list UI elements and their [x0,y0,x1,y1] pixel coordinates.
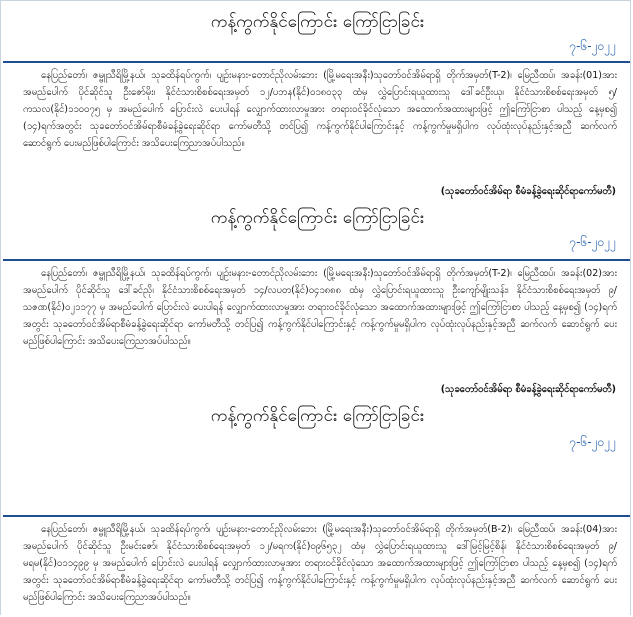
notice-body [23,521,617,606]
notice-signature: (သုခတော်ဝင်အိမ်ရာ စီမံခန့်ခွဲရေးဆိုင်ရာကော်မတီ) [440,384,616,395]
notice-body-text: နေပြည်တော်၊ ဇမ္ဗူသီရိမြို့နယ်၊ သုခထိန်ရပ်ကွက်၊ ပျဉ်းမနား-တောင်ညိုလမ်းဘေး (မြို့မရေးအနီး)သုတော်ဝင်အိမ်ရာရှိ တိုက်အမှတ်(T-2)၊ မြေညီထပ်၊ အခန်း(01)အား အမည်ပေါက် ပိုင်ဆိုင်သူ ဦးဇော်မိုး၊ နိုင်ငံသားစိစစ်ရေးအမှတ် ၁၂/ပဘန(နိုင်)၀၁၈၀၃၃ ထံမှ လွှဲပြောင်းရယူထားသူ ဒေါ်ခင်ဦးယု၊ နိုင်ငံသားစိစစ်ရေးအမှတ် ၅/ကသလ(နိုင်)၁၁၀၀၇၅ မှ အမည်ပေါက် ပြောင်းလဲ ပေးပါရန် လျှောက်ထားလာမှုအား တရားဝင်ခိုင်လုံသော အထောက်အထားများဖြင့် ဤကြော်ငြာစာ ပါသည့် နေ့မှစ၍ (၁၄)ရက်အတွင်း သုခတော်ဝင်အိမ်ရာစီမံခန့်ခွဲရေးဆိုင်ရာ ကော်မတီသို့ တင်ပြ၍ ကန့်ကွက်နိုင်ပါကြောင်းနှင့် ကန့်ကွက်မှုမရှိပါက လုပ်ထုံးလုပ်နည်းနှင့်အညီ ဆက်လက် ဆောင်ရွက် ပေးမည်ဖြစ်ပါကြောင်း အသိပေးကြေညာအပ်ပါသည်။ [23,70,617,149]
notice-signature: (သုခတော်ဝင်အိမ်ရာ စီမံခန့်ခွဲရေးဆိုင်ရာကော်မတီ) [440,186,616,197]
divider-rule [3,259,630,261]
notice-title: ကန့်ကွက်နိုင်ကြောင်း ကြော်ငြာခြင်း [210,406,425,426]
notice-date: ၇-၆-၂၀၂၂ [569,435,616,449]
notice-date: ၇-၆-၂၀၂၂ [569,39,616,53]
notice-title: ကန့်ကွက်နိုင်ကြောင်း ကြော်ငြာခြင်း [210,12,425,32]
divider-rule [3,61,630,63]
divider-rule [3,515,630,517]
notice-title: ကန့်ကွက်နိုင်ကြောင်း ကြော်ငြာခြင်း [210,208,425,228]
notice-body [23,265,617,350]
notice-body [23,67,617,152]
notice-date: ၇-၆-၂၀၂၂ [569,235,616,249]
notice-body-text: နေပြည်တော်၊ ဇမ္ဗူသီရိမြို့နယ်၊ သုခထိန်ရပ်ကွက်၊ ပျဉ်းမနား-တောင်ညိုလမ်းဘေး (မြို့မရေးအနီး)သုတော်ဝင်အိမ်ရာရှိ တိုက်အမှတ်(T-2)၊ မြေညီထပ်၊ အခန်း(02)အား အမည်ပေါက် ပိုင်ဆိုင်သူ ဒေါ်ခင်ညို၊ နိုင်ငံသားစိစစ်ရေးအမှတ် ၁၄/လပတ(နိုင်)၀၄၁၈၈၈ ထံမှ လွှဲပြောင်းရယူထားသူ ဦးကျော်မျိုးသန်း၊ နိုင်ငံသားစိစစ်ရေးအမှတ် ၉/သဇဏ(နိုင်)၀၂၁၁၇၇ မှ အမည်ပေါက် ပြောင်းလဲ ပေးပါရန် လျှောက်ထားလာမှုအား တရားဝင်ခိုင်လုံသော အထောက်အထားများဖြင့် ဤကြော်ငြာစာ ပါသည့် နေ့မှစ၍ (၁၄)ရက်အတွင်း သုခတော်ဝင်အိမ်ရာစီမံခန့်ခွဲရေးဆိုင်ရာ ကော်မတီသို့ တင်ပြ၍ ကန့်ကွက်နိုင်ပါကြောင်းနှင့် ကန့်ကွက်မှုမရှိပါက လုပ်ထုံးလုပ်နည်းနှင့်အညီ ဆက်လက် ဆောင်ရွက် ပေးမည်ဖြစ်ပါကြောင်း အသိပေးကြေညာအပ်ပါသည်။ [23,268,617,347]
notice-body-text: နေပြည်တော်၊ ဇမ္ဗူသီရိမြို့နယ်၊ သုခထိန်ရပ်ကွက်၊ ပျဉ်းမနား-တောင်ညိုလမ်းဘေး (မြို့မရေးအနီး)သုတော်ဝင်အိမ်ရာရှိ တိုက်အမှတ်(B-2)၊ မြေညီထပ်၊ အခန်း(04)အား အမည်ပေါက် ပိုင်ဆိုင်သူ ဦးမင်းဇော်၊ နိုင်ငံသားစိစစ်ရေးအမှတ် ၁၂/မရက(နိုင်)၀၉၆၅၃၂ ထံမှ လွှဲပြောင်းရယူထားသူ ဒေါ်မြင့်မြင့်စိန်၊ နိုင်ငံသားစိစစ်ရေးအမှတ် ၉/မရမ(နိုင်)၀၁၁၄၉၉ မှ အမည်ပေါက် ပြောင်းလဲ ပေးပါရန် လျှောက်ထားလာမှုအား တရားဝင်ခိုင်လုံသော အထောက်အထားများဖြင့် ဤကြော်ငြာစာ ပါသည့် နေ့မှစ၍ (၁၄)ရက်အတွင်း သုခတော်ဝင်အိမ်ရာစီမံခန့်ခွဲရေးဆိုင်ရာ ကော်မတီသို့ တင်ပြ၍ ကန့်ကွက်နိုင်ပါကြောင်းနှင့် ကန့်ကွက်မှုမရှိပါက လုပ်ထုံးလုပ်နည်းနှင့်အညီ ဆက်လက် ဆောင်ရွက် ပေးမည်ဖြစ်ပါကြောင်း အသိပေးကြေညာအပ်ပါသည်။ [23,524,617,603]
